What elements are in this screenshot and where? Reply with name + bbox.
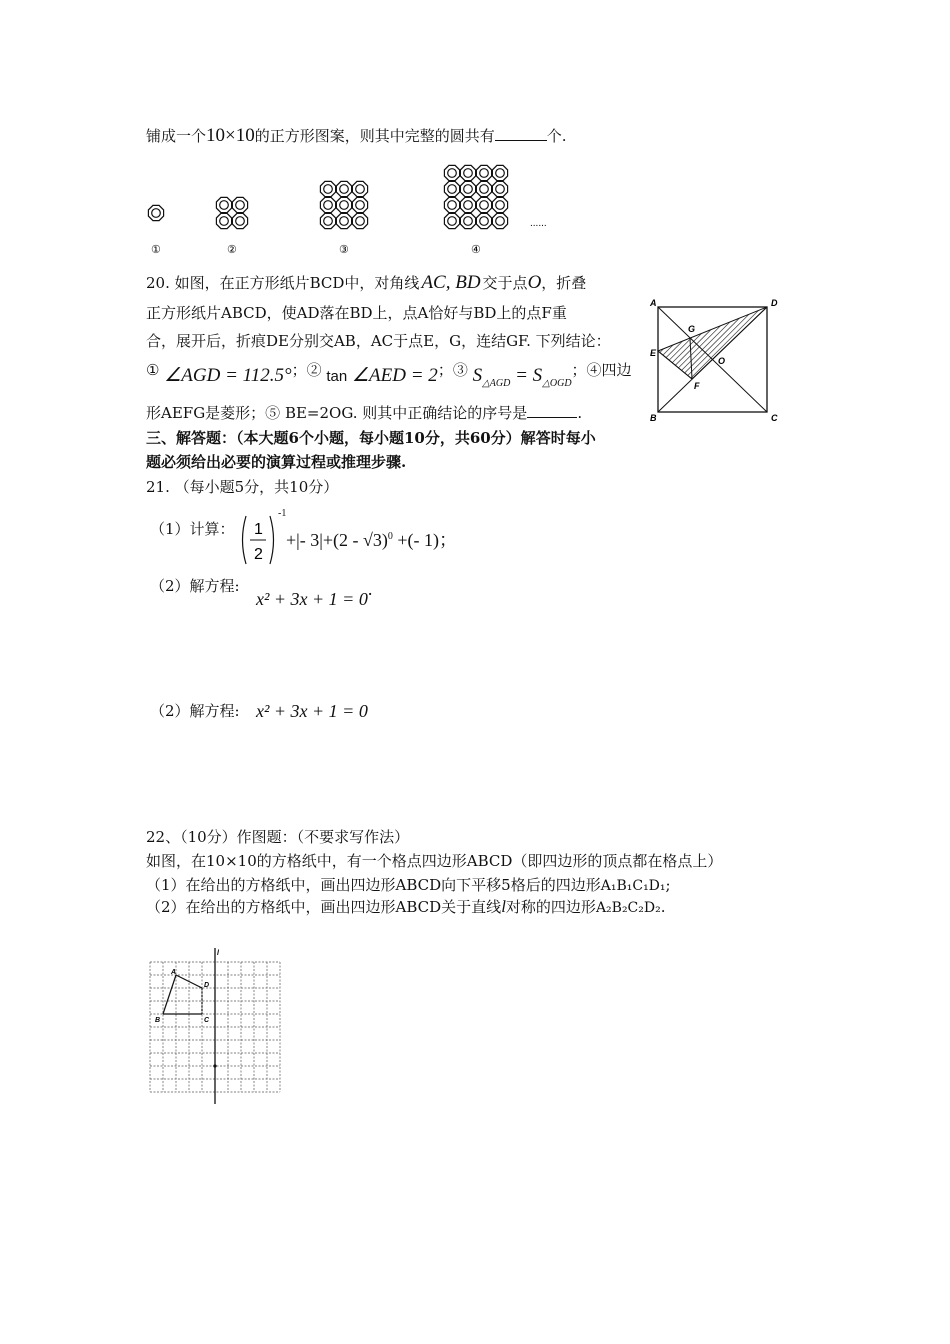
section-3-line1: 三、解答题：（本大题6个小题，每小题10分，共60分）解答时每小 bbox=[146, 429, 596, 447]
q22-line1: 如图，在10×10的方格纸中，有一个格点四边形ABCD（即四边形的顶点都在格点上） bbox=[146, 852, 723, 870]
circle bbox=[356, 201, 365, 210]
octagon-frame bbox=[216, 213, 231, 228]
octagon-frame bbox=[320, 213, 335, 228]
area-sub2: △OGD bbox=[542, 377, 572, 389]
octagon-frame bbox=[444, 181, 459, 196]
circle bbox=[324, 217, 333, 226]
conclusion-sep2: ；③ bbox=[437, 361, 468, 379]
circle-patterns-figure bbox=[140, 160, 560, 260]
section-3-line2: 题必须给出必要的演算过程或推理步骤. bbox=[146, 453, 407, 471]
pattern-4 bbox=[444, 165, 507, 228]
circle bbox=[448, 169, 457, 178]
target-a1b1c1d1: A₁B₁C₁D₁ bbox=[600, 878, 666, 894]
octagon-frame bbox=[476, 213, 491, 228]
label-c: C bbox=[771, 413, 778, 423]
conclusion-2-math: ∠AED = 2 bbox=[352, 365, 438, 386]
octagon-frame bbox=[336, 181, 351, 196]
conclusion-3-math bbox=[472, 365, 572, 389]
octagon-frame bbox=[352, 181, 367, 196]
q22-line3-mid: 对称的四边形 bbox=[505, 898, 596, 916]
circle bbox=[464, 201, 473, 210]
circle bbox=[340, 217, 349, 226]
q21-p1-end: +(- 1)； bbox=[397, 530, 458, 550]
q21-part2-eq bbox=[256, 579, 373, 610]
octagon-frame bbox=[492, 213, 507, 228]
edge-ab bbox=[163, 975, 176, 1014]
octagon-frame bbox=[460, 165, 475, 180]
octagon-frame bbox=[232, 213, 247, 228]
octagon-frame bbox=[320, 197, 335, 212]
circle bbox=[448, 217, 457, 226]
octagon-frame bbox=[320, 181, 335, 196]
q20-line1a: 20. 如图，在正方形纸片BCD中，对角线 bbox=[146, 274, 420, 292]
grid-figure bbox=[144, 945, 284, 1105]
circle bbox=[236, 201, 245, 210]
q20-line5-text: 形AEFG是菱形；⑤ BE=2OG. 则其中正确结论的序号是 bbox=[146, 404, 528, 422]
q20-line1c: ，折叠 bbox=[541, 274, 587, 292]
octagon-frame bbox=[492, 181, 507, 196]
octagon-frame bbox=[476, 197, 491, 212]
circle bbox=[356, 217, 365, 226]
equation-1-end: . bbox=[367, 579, 373, 599]
circle bbox=[340, 185, 349, 194]
q19-text bbox=[146, 125, 567, 147]
circle bbox=[356, 185, 365, 194]
q19-end: 个. bbox=[546, 127, 567, 145]
label-o: O bbox=[718, 356, 726, 366]
octagon-frame bbox=[352, 213, 367, 228]
label-l: l bbox=[217, 950, 219, 957]
q21-part3-eq: x² + 3x + 1 = 0 bbox=[256, 701, 368, 721]
exponent-0: 0 bbox=[387, 531, 393, 542]
q21-header: 21. （每小题5分，共10分） bbox=[146, 478, 339, 496]
q20-line3: 合，展开后，折痕DE分别交AB，AC于点E，G，连结GF. 下列结论： bbox=[146, 332, 611, 350]
octagon-frame bbox=[460, 213, 475, 228]
circle bbox=[496, 217, 505, 226]
circle bbox=[496, 185, 505, 194]
circle bbox=[496, 201, 505, 210]
q20-diagonals: AC, BD bbox=[421, 272, 481, 293]
area-eq: = S bbox=[510, 365, 543, 386]
octagon-frame bbox=[492, 165, 507, 180]
q20-point-o: O bbox=[527, 272, 542, 293]
circle bbox=[480, 185, 489, 194]
pattern-1 bbox=[148, 205, 163, 220]
q22-line3 bbox=[146, 896, 666, 917]
q22-line2-pre: （1）在给出的方格纸中，画出四边形ABCD向下平移5格后的四边形 bbox=[146, 876, 601, 894]
q22-line3-pre: （2）在给出的方格纸中，画出四边形ABCD关于直线 bbox=[146, 898, 502, 916]
area-sub1: △AGD bbox=[482, 377, 511, 389]
exponent-neg1: -1 bbox=[278, 508, 287, 519]
octagon-frame bbox=[460, 181, 475, 196]
shaded-triangle bbox=[658, 307, 767, 379]
q22-header: 22、（10分）作图题：（不要求写作法） bbox=[146, 828, 410, 846]
circle bbox=[496, 169, 505, 178]
pattern-3 bbox=[320, 181, 367, 228]
circle bbox=[340, 201, 349, 210]
fraction-numerator: 1 bbox=[254, 521, 263, 538]
line-l: l bbox=[501, 897, 506, 916]
q22-line2 bbox=[146, 874, 671, 895]
circle bbox=[480, 169, 489, 178]
octagon-frame bbox=[476, 181, 491, 196]
label-e: E bbox=[650, 348, 657, 358]
q22-line2-end: ; bbox=[665, 876, 671, 894]
conclusion-2-tan: tan bbox=[326, 368, 348, 385]
q21-part3-label: （2）解方程: bbox=[150, 702, 240, 720]
q20-line5 bbox=[146, 402, 582, 423]
circle bbox=[464, 217, 473, 226]
axis-dot bbox=[213, 1064, 216, 1067]
circle bbox=[464, 169, 473, 178]
octagon-frame bbox=[352, 197, 367, 212]
octagon-frame bbox=[216, 197, 231, 212]
circle bbox=[236, 217, 245, 226]
area-s1: S bbox=[472, 365, 483, 386]
label-d: D bbox=[771, 298, 778, 308]
label-a: A bbox=[650, 298, 657, 308]
pattern-label-2: ② bbox=[227, 244, 237, 256]
q20-line5-end: . bbox=[577, 404, 583, 422]
pattern-label-4: ④ bbox=[471, 244, 481, 256]
conclusion-1-math: ∠AGD = 112.5° bbox=[164, 365, 292, 386]
folding-square-figure bbox=[648, 296, 788, 426]
fraction-denominator: 2 bbox=[254, 546, 263, 563]
pattern-label-1: ① bbox=[151, 244, 161, 256]
answer-blank[interactable] bbox=[527, 403, 577, 418]
octagon-frame bbox=[444, 165, 459, 180]
circle bbox=[324, 201, 333, 210]
label-c: C bbox=[204, 1017, 210, 1024]
label-a: A bbox=[171, 969, 177, 976]
circle bbox=[464, 185, 473, 194]
circle bbox=[220, 217, 229, 226]
octagon-frame bbox=[148, 205, 163, 220]
octagon-frame bbox=[444, 213, 459, 228]
circle bbox=[480, 201, 489, 210]
octagon-frame bbox=[336, 213, 351, 228]
circle bbox=[448, 201, 457, 210]
q20-line2: 正方形纸片ABCD，使AD落在BD上，点A恰好与BD上的点F重 bbox=[146, 304, 567, 322]
circle bbox=[152, 209, 161, 218]
pattern-label-3: ③ bbox=[339, 244, 349, 256]
q21-p1-rest: +|- 3|+(2 - √3) bbox=[286, 530, 388, 550]
q21-part2-label: （2）解方程: bbox=[150, 577, 240, 595]
circle bbox=[448, 185, 457, 194]
label-f: F bbox=[694, 381, 700, 391]
octagon-frame bbox=[336, 197, 351, 212]
octagon-frame bbox=[476, 165, 491, 180]
label-b: B bbox=[650, 413, 657, 423]
q20-line1b: 交于点 bbox=[482, 274, 528, 292]
octagon-frame bbox=[460, 197, 475, 212]
ellipsis: ...... bbox=[530, 218, 547, 229]
label-d: D bbox=[204, 982, 210, 989]
fraction-paren bbox=[238, 514, 278, 570]
q19-suffix: 的正方形图案，则其中完整的圆共有 bbox=[254, 127, 495, 145]
label-g: G bbox=[688, 324, 696, 334]
q19-prefix: 铺成一个 bbox=[146, 127, 207, 145]
q22-line3-end: . bbox=[660, 898, 666, 916]
pattern-2 bbox=[216, 197, 247, 228]
q20-conclusions bbox=[146, 358, 632, 389]
target-a2b2c2d2: A₂B₂C₂D₂ bbox=[595, 900, 661, 916]
octagon-frame bbox=[492, 197, 507, 212]
answer-blank[interactable] bbox=[495, 126, 547, 141]
q19-expr: 10×10 bbox=[206, 125, 255, 146]
equation-1: x² + 3x + 1 = 0 bbox=[256, 589, 368, 609]
paren-svg bbox=[238, 514, 278, 566]
label-b: B bbox=[155, 1017, 161, 1024]
q21-p1-expr bbox=[286, 526, 457, 552]
circle bbox=[480, 217, 489, 226]
octagon-frame bbox=[232, 197, 247, 212]
circle bbox=[220, 201, 229, 210]
conclusion-sep1: ；② bbox=[291, 361, 322, 379]
conclusion-sep3: ；④四边 bbox=[571, 361, 632, 379]
q20-line1 bbox=[146, 272, 586, 294]
conclusion-1-num: ① bbox=[146, 361, 160, 379]
q21-p1-label: （1）计算： bbox=[150, 520, 235, 538]
circle bbox=[324, 185, 333, 194]
octagon-frame bbox=[444, 197, 459, 212]
